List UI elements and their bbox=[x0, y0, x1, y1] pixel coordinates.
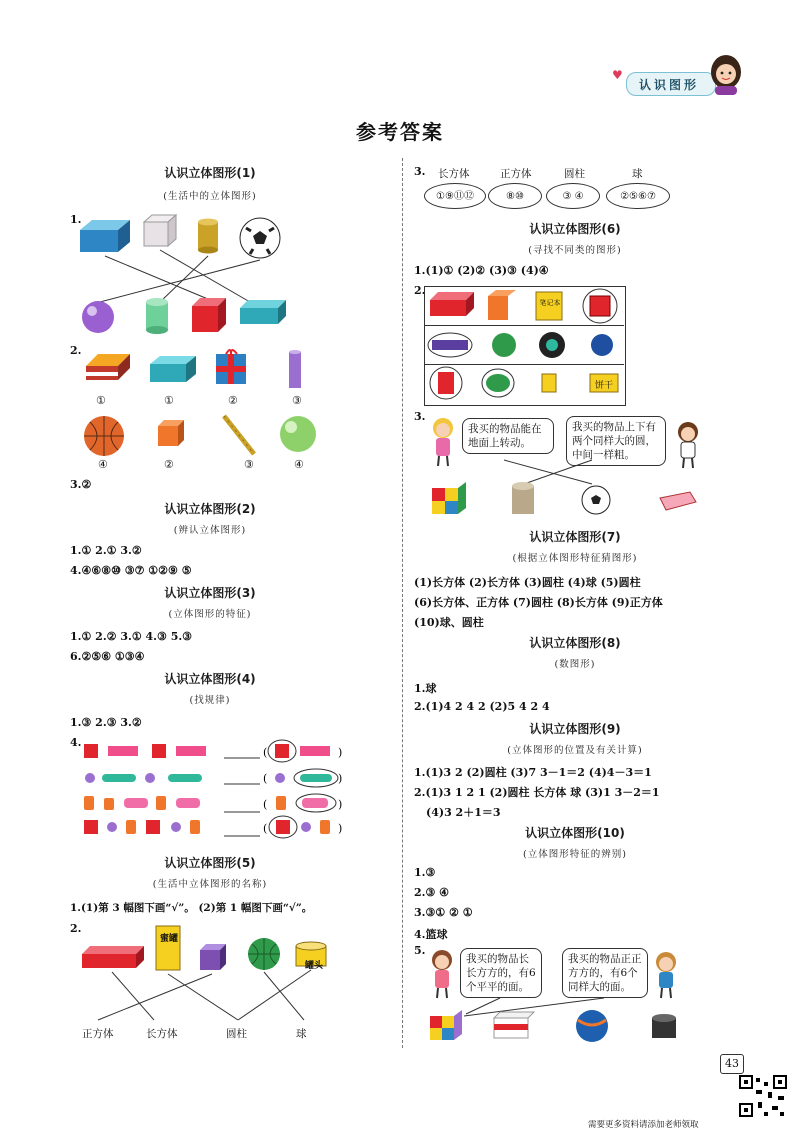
answer-line: 3.② bbox=[70, 478, 92, 491]
header-badge-text: 认识图形 bbox=[639, 78, 700, 92]
cookie-label: 饼干 bbox=[594, 381, 613, 391]
rubiks-cube bbox=[432, 482, 466, 514]
header-badge bbox=[626, 72, 716, 96]
flute-cylinder bbox=[224, 416, 254, 454]
section-subtitle: (立体图形的特征) bbox=[168, 609, 252, 620]
group-items: ②⑤⑥⑦ bbox=[620, 191, 656, 202]
shape-label: ① bbox=[96, 394, 106, 407]
svg-text:): ) bbox=[338, 798, 343, 811]
section-subtitle: (立体图形的位置及有关计算) bbox=[507, 745, 643, 756]
pattern-row-3 bbox=[84, 794, 342, 812]
shape-label: ① bbox=[164, 394, 174, 407]
answer-line: 4.④⑥⑧⑩ ③⑦ ①②⑨ ⑤ bbox=[70, 564, 192, 577]
pattern-row-4 bbox=[84, 816, 342, 838]
answer-line: 3.③① ② ① bbox=[414, 906, 473, 919]
group-name: 正方体 bbox=[500, 168, 532, 180]
jar-label: 蜜罐 bbox=[159, 934, 178, 944]
question-number: 4. bbox=[70, 736, 82, 749]
question-number: 5. bbox=[414, 944, 426, 957]
orange-cube bbox=[158, 420, 184, 446]
section-subtitle: (辨认立体图形) bbox=[173, 525, 247, 536]
answer-line: 2.③ ④ bbox=[414, 886, 450, 899]
shape-label: ④ bbox=[294, 458, 304, 471]
red-cube bbox=[192, 298, 226, 332]
gift-cube bbox=[216, 350, 246, 384]
pink-eraser bbox=[660, 492, 696, 510]
answer-line: 4.篮球 bbox=[414, 928, 448, 941]
footer-note: 需要更多资料请添加老师领取 bbox=[588, 1120, 699, 1130]
shape-word: 正方体 bbox=[82, 1028, 114, 1040]
s6-q3-matching-figure bbox=[424, 454, 704, 524]
khaki-cylinder bbox=[512, 482, 534, 514]
answer-line: 1.(1)3 2 (2)圆柱 (3)7 3－1＝2 (4)4－3＝1 bbox=[414, 766, 652, 779]
pattern-row-2 bbox=[85, 769, 342, 787]
section-subtitle: (生活中立体图形的名称) bbox=[152, 879, 268, 890]
gold-cylinder bbox=[198, 219, 218, 254]
group-name: 长方体 bbox=[438, 168, 470, 180]
question-number: 3. bbox=[414, 165, 426, 178]
question-number: 1. bbox=[70, 213, 82, 226]
speech-bubble-boy: 我买的物品正正方方的，有6个同样大的面。 bbox=[562, 948, 648, 998]
white-cube bbox=[144, 215, 176, 246]
question-number: 2. bbox=[414, 284, 426, 297]
answer-line: (4)3 2＋1＝3 bbox=[426, 806, 501, 819]
question-number: 3. bbox=[414, 410, 426, 423]
svg-text:(: ( bbox=[263, 772, 268, 785]
speech-bubble-boy: 我买的物品上下有两个同样大的圆，中间一样粗。 bbox=[566, 416, 666, 466]
group-oval bbox=[488, 183, 542, 209]
answer-line: (6)长方体、正方体 (7)圆柱 (8)长方体 (9)正方体 bbox=[414, 596, 663, 609]
s4-pattern-figure bbox=[80, 736, 355, 846]
group-items: ①⑨⑪⑫ bbox=[436, 191, 474, 202]
answer-line: (1)长方体 (2)长方体 (3)圆柱 (4)球 (5)圆柱 bbox=[414, 576, 641, 589]
question-number: 2. bbox=[70, 922, 82, 935]
section-title: 认识立体图形(7) bbox=[529, 530, 621, 544]
section-title: 认识立体图形(3) bbox=[164, 586, 256, 600]
section-title: 认识立体图形(8) bbox=[529, 636, 621, 650]
purple-cube bbox=[200, 944, 226, 970]
speech-bubble-girl: 我买的物品长长方方的，有6个平平的面。 bbox=[460, 948, 542, 998]
can-label: 罐头 bbox=[304, 961, 323, 971]
group-items: ③ ④ bbox=[562, 191, 584, 202]
answer-line: 1.① 2.① 3.② bbox=[70, 544, 142, 557]
svg-text:): ) bbox=[338, 746, 343, 759]
shape-label: ④ bbox=[98, 458, 108, 471]
section-subtitle: (生活中的立体图形) bbox=[163, 191, 257, 202]
group-items: ⑧⑩ bbox=[506, 191, 524, 202]
answer-line: 2.(1)3 1 2 1 (2)圆柱 长方体 球 (3)1 3－2＝1 bbox=[414, 786, 660, 799]
book-cuboid bbox=[86, 354, 130, 380]
soccer-ball bbox=[240, 218, 280, 258]
purple-sphere bbox=[82, 301, 114, 333]
green-cylinder bbox=[146, 298, 168, 334]
gift-box-cuboid bbox=[80, 220, 130, 252]
rubiks-cube bbox=[430, 1010, 462, 1040]
boy-character bbox=[650, 950, 682, 1000]
speech-bubble-girl: 我买的物品能在地面上转动。 bbox=[462, 418, 554, 454]
s5-matching-figure bbox=[78, 920, 338, 1030]
group-oval bbox=[606, 183, 670, 209]
qr-code-icon bbox=[738, 1074, 788, 1118]
blue-ball bbox=[576, 1010, 608, 1042]
black-pot bbox=[652, 1014, 676, 1038]
answer-line: 1.③ bbox=[414, 866, 436, 879]
shape-word: 长方体 bbox=[146, 1028, 178, 1040]
question-number: 2. bbox=[70, 344, 82, 357]
white-red-box bbox=[494, 1012, 534, 1038]
basketball bbox=[84, 416, 124, 456]
svg-text:(: ( bbox=[263, 798, 268, 811]
s1-q2-objects-figure bbox=[78, 346, 318, 476]
green-ball bbox=[248, 938, 280, 970]
section-title: 认识立体图形(4) bbox=[164, 672, 256, 686]
group-oval bbox=[546, 183, 600, 209]
group-name: 圆柱 bbox=[564, 168, 585, 180]
column-divider bbox=[402, 158, 403, 1048]
shape-label: ② bbox=[228, 394, 238, 407]
group-name: 球 bbox=[632, 168, 643, 180]
shape-word: 球 bbox=[296, 1028, 307, 1040]
teal-cuboid bbox=[240, 300, 286, 324]
header-heart-icon: ♥ bbox=[612, 68, 623, 82]
teacher-avatar bbox=[706, 52, 746, 96]
teal-box bbox=[150, 356, 196, 382]
section-subtitle: (寻找不同类的图形) bbox=[528, 245, 622, 256]
answer-line: 2.(1)4 2 4 2 (2)5 4 2 4 bbox=[414, 700, 550, 713]
girl-character bbox=[426, 948, 458, 1000]
shape-label: ③ bbox=[244, 458, 254, 471]
answer-line: 6.②⑤⑥ ①③④ bbox=[70, 650, 145, 663]
section-title: 认识立体图形(9) bbox=[529, 722, 621, 736]
group-oval bbox=[424, 183, 486, 209]
section-title: 认识立体图形(1) bbox=[164, 166, 256, 180]
svg-text:(: ( bbox=[263, 746, 268, 759]
section-subtitle: (立体图形特征的辨别) bbox=[523, 849, 627, 860]
shape-label: ③ bbox=[292, 394, 302, 407]
page-title: 参考答案 bbox=[356, 120, 444, 144]
answer-line: (10)球、圆柱 bbox=[414, 616, 484, 629]
s1-q1-matching-figure bbox=[70, 210, 300, 340]
red-long-cuboid bbox=[82, 946, 144, 968]
svg-text:): ) bbox=[338, 772, 343, 785]
svg-text:): ) bbox=[338, 822, 343, 835]
answer-line: 1.球 bbox=[414, 682, 437, 695]
answer-line: 1.(1)① (2)② (3)③ (4)④ bbox=[414, 264, 549, 277]
honey-jar-cuboid bbox=[156, 926, 180, 970]
answer-line: 1.(1)第 3 幅图下画“√”。 (2)第 1 幅图下画“√”。 bbox=[70, 902, 313, 914]
section-title: 认识立体图形(2) bbox=[164, 502, 256, 516]
svg-text:(: ( bbox=[263, 822, 268, 835]
section-subtitle: (找规律) bbox=[189, 695, 231, 706]
soccer-ball bbox=[582, 486, 610, 514]
answer-line: 1.③ 2.③ 3.② bbox=[70, 716, 142, 729]
purple-tube bbox=[289, 350, 301, 388]
page-number: 43 bbox=[720, 1054, 744, 1074]
notebook-label: 笔记本 bbox=[539, 299, 561, 307]
section-title: 认识立体图形(10) bbox=[525, 826, 625, 840]
section-subtitle: (根据立体图形特征猜图形) bbox=[512, 553, 638, 564]
s10-q5-matching-figure bbox=[424, 996, 704, 1046]
section-subtitle: (数图形) bbox=[554, 659, 596, 670]
section-title: 认识立体图形(5) bbox=[164, 856, 256, 870]
shape-word: 圆柱 bbox=[226, 1028, 247, 1040]
shape-label: ② bbox=[164, 458, 174, 471]
section-title: 认识立体图形(6) bbox=[529, 222, 621, 236]
green-ball bbox=[280, 416, 316, 452]
answer-line: 1.① 2.② 3.① 4.③ 5.③ bbox=[70, 630, 193, 643]
pattern-row-1 bbox=[84, 740, 342, 762]
